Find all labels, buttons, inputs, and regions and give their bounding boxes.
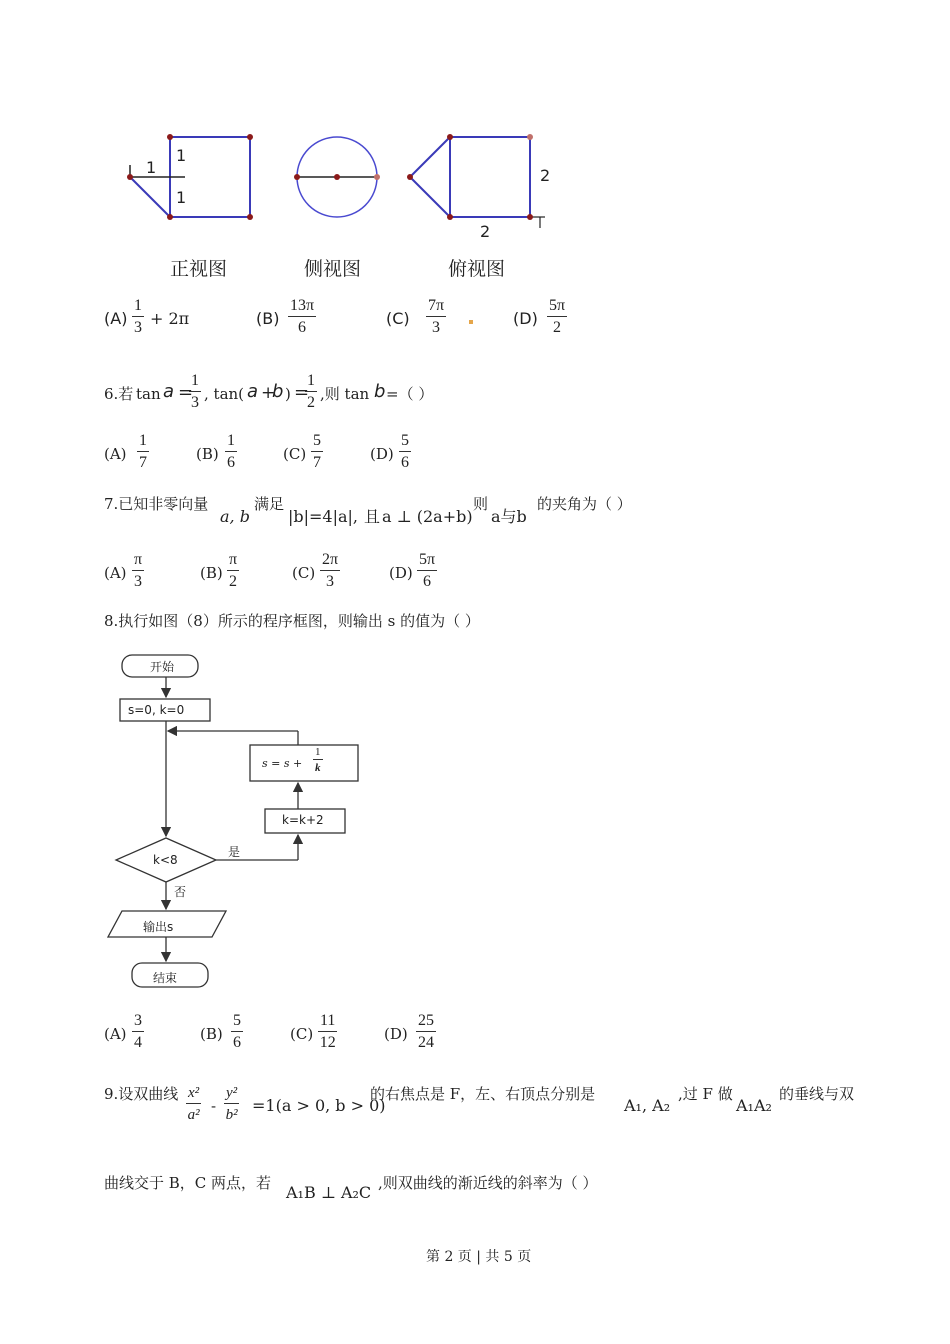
frac-num: 25 — [416, 1012, 436, 1032]
q8-text: 8.执行如图（8）所示的程序框图，则输出 s 的值为（ ） — [104, 612, 480, 630]
frac-den: k — [315, 762, 321, 774]
frac-den: 2 — [553, 319, 562, 336]
q6-prefix: 6.若 — [104, 385, 134, 403]
q9-minus: - — [211, 1097, 217, 1115]
side-view-label: 侧视图 — [304, 258, 362, 280]
q8-option-d-fraction — [416, 1012, 436, 1052]
q7-option-a-fraction — [132, 551, 144, 591]
frac-num: y² — [224, 1084, 239, 1104]
frac-den: 6 — [298, 319, 307, 336]
q9-perp: A₁B ⊥ A₂C — [286, 1183, 372, 1202]
flow-output-text: 输出s — [143, 920, 174, 934]
page-footer: 第 2 页 | 共 5 页 — [426, 1249, 532, 1265]
q6-var-b: b — [272, 381, 284, 402]
q7-option-d-label: (D) — [389, 564, 413, 582]
q7-suffix: 的夹角为（ ） — [537, 495, 632, 513]
q8-option-b-fraction — [231, 1012, 243, 1052]
frac-num: 1 — [305, 372, 317, 392]
q7-cond-word: 满足 — [254, 495, 285, 513]
q8-option-c-fraction — [318, 1012, 337, 1052]
q5-option-a-fraction — [132, 297, 144, 337]
q6-var-b2: b — [374, 381, 386, 402]
flow-yes-label: 是 — [228, 845, 241, 859]
q5-option-c-label: (C) — [386, 309, 410, 328]
front-dim-bottom: 1 — [176, 188, 187, 207]
q7-option-b-fraction — [227, 551, 239, 591]
q6-eq2: = — [294, 382, 310, 403]
q6-mid: , tan( — [204, 385, 245, 403]
q8-option-a-fraction — [132, 1012, 144, 1052]
frac-num: 5π — [417, 551, 437, 571]
q9-prefix: 9.设双曲线 — [104, 1085, 179, 1103]
q6-var-a: a — [163, 381, 175, 402]
frac-den: 6 — [423, 573, 432, 590]
frac-num: 5 — [231, 1012, 243, 1032]
frac-den: 2 — [307, 394, 315, 411]
frac-num: π — [227, 551, 239, 571]
frac-den: 12 — [319, 1034, 336, 1051]
flow-update-text: s = s + — [262, 757, 303, 770]
q7-condition: |b|=4|a|, — [288, 507, 359, 526]
q7-pair: a与b — [491, 507, 527, 526]
frac-num: 2π — [320, 551, 340, 571]
q7-prefix: 7.已知非零向量 — [104, 495, 209, 513]
frac-num: 11 — [318, 1012, 337, 1032]
flow-end-text: 结束 — [153, 971, 178, 985]
q9-rhs: =1(a > 0, b > 0) — [252, 1096, 386, 1115]
q7-perp: a ⊥ (2a+b) — [382, 507, 473, 526]
frac-den: 3 — [134, 573, 143, 590]
q7-option-d-fraction — [417, 551, 437, 591]
front-dim-top: 1 — [176, 146, 187, 165]
q7-then: 则 — [473, 495, 489, 513]
q6-fraction-1 — [189, 372, 201, 412]
flow-init-text: s=0, k=0 — [128, 703, 185, 717]
q6-option-b-fraction — [225, 432, 237, 472]
q6-option-c-label: (C) — [283, 445, 307, 463]
flowchart — [100, 645, 380, 1000]
q9-mid3: 的垂线与双 — [779, 1085, 855, 1103]
q6-suffix-pre: ,则 tan — [320, 385, 370, 403]
q9-y-fraction — [224, 1084, 239, 1124]
frac-num: 1 — [132, 297, 144, 317]
q5-option-c-fraction — [426, 297, 446, 337]
top-dim-right: 2 — [540, 166, 551, 185]
frac-den: 3 — [191, 394, 199, 411]
q8-option-a-label: (A) — [104, 1025, 127, 1043]
q9-mid2: ,过 F 做 — [678, 1085, 733, 1103]
frac-den: 3 — [432, 319, 441, 336]
frac-num: 1 — [189, 372, 201, 392]
q8-option-b-label: (B) — [200, 1025, 223, 1043]
q7-option-c-label: (C) — [292, 564, 316, 582]
q5-option-a-tail: + 2π — [150, 309, 190, 328]
top-view-points — [407, 134, 533, 220]
flow-no-label: 否 — [174, 885, 187, 899]
flow-incr-text: k=k+2 — [282, 813, 324, 827]
q9-line2-prefix: 曲线交于 B，C 两点，若 — [104, 1174, 272, 1192]
q8-option-d-label: (D) — [384, 1025, 408, 1043]
q6-option-b-label: (B) — [196, 445, 219, 463]
frac-den: 6 — [401, 454, 409, 471]
frac-den: 4 — [134, 1034, 142, 1051]
frac-num: 5 — [399, 432, 411, 452]
side-view — [294, 137, 380, 217]
frac-den: 6 — [227, 454, 235, 471]
q6-option-c-fraction — [311, 432, 323, 472]
q7-option-a-label: (A) — [104, 564, 127, 582]
frac-den: 3 — [134, 319, 142, 336]
q8-option-c-label: (C) — [290, 1025, 314, 1043]
flow-update-fraction — [313, 746, 323, 774]
q6-tan1: tan — [136, 385, 161, 403]
q5-option-b-fraction — [288, 297, 316, 337]
frac-den: 7 — [313, 454, 321, 471]
frac-num: 5π — [547, 297, 567, 317]
front-dim-left: 1 — [146, 158, 157, 177]
q6-var-a2: a — [247, 381, 259, 402]
q6-suffix: =（ ） — [386, 385, 434, 403]
q6-option-d-label: (D) — [370, 445, 394, 463]
q9-mid1: 的右焦点是 F，左、右顶点分别是 — [370, 1085, 596, 1103]
frac-num: x² — [186, 1084, 201, 1104]
q9-line2-suffix: ,则双曲线的渐近线的斜率为（ ） — [378, 1174, 598, 1192]
q5-option-d-fraction — [547, 297, 567, 337]
q5-option-b-label: (B) — [256, 309, 280, 328]
frac-num: 5 — [311, 432, 323, 452]
top-view-label: 俯视图 — [448, 258, 506, 280]
frac-num: 7π — [426, 297, 446, 317]
q9-segment: A₁A₂ — [736, 1096, 772, 1115]
q7-and-word: 且 — [364, 507, 381, 526]
frac-den: 3 — [326, 573, 335, 590]
frac-den: 2 — [229, 573, 238, 590]
q6-fraction-2 — [305, 372, 317, 412]
q5-option-a-label: (A) — [104, 309, 128, 328]
frac-num: 1 — [315, 746, 321, 758]
decorative-dot — [469, 320, 473, 324]
frac-den: 24 — [418, 1034, 434, 1051]
frac-den: b² — [225, 1107, 238, 1123]
q5-option-d-label: (D) — [513, 309, 538, 328]
q7-option-c-fraction — [320, 551, 340, 591]
q7-vectors: a, b — [220, 507, 250, 526]
frac-den: 7 — [139, 454, 147, 471]
q6-close: ) — [285, 385, 291, 403]
top-view — [410, 137, 545, 228]
flow-start-text: 开始 — [150, 660, 175, 674]
front-view-label: 正视图 — [170, 258, 228, 280]
q6-eq1: = — [178, 382, 194, 403]
frac-num: 1 — [137, 432, 149, 452]
frac-den: a² — [187, 1107, 200, 1123]
frac-num: π — [132, 551, 144, 571]
frac-num: 13π — [288, 297, 316, 317]
q6-option-a-label: (A) — [104, 445, 127, 463]
top-dim-bottom: 2 — [480, 222, 491, 241]
q6-option-a-fraction — [137, 432, 149, 472]
q6-option-d-fraction — [399, 432, 411, 472]
flow-cond-text: k<8 — [153, 853, 178, 867]
frac-num: 1 — [225, 432, 237, 452]
frac-den: 6 — [233, 1034, 241, 1051]
q6-plus: + — [261, 383, 276, 403]
frac-num: 3 — [132, 1012, 144, 1032]
q9-x-fraction — [186, 1084, 201, 1124]
q9-vertices: A₁, A₂ — [624, 1096, 671, 1115]
q7-option-b-label: (B) — [200, 564, 223, 582]
